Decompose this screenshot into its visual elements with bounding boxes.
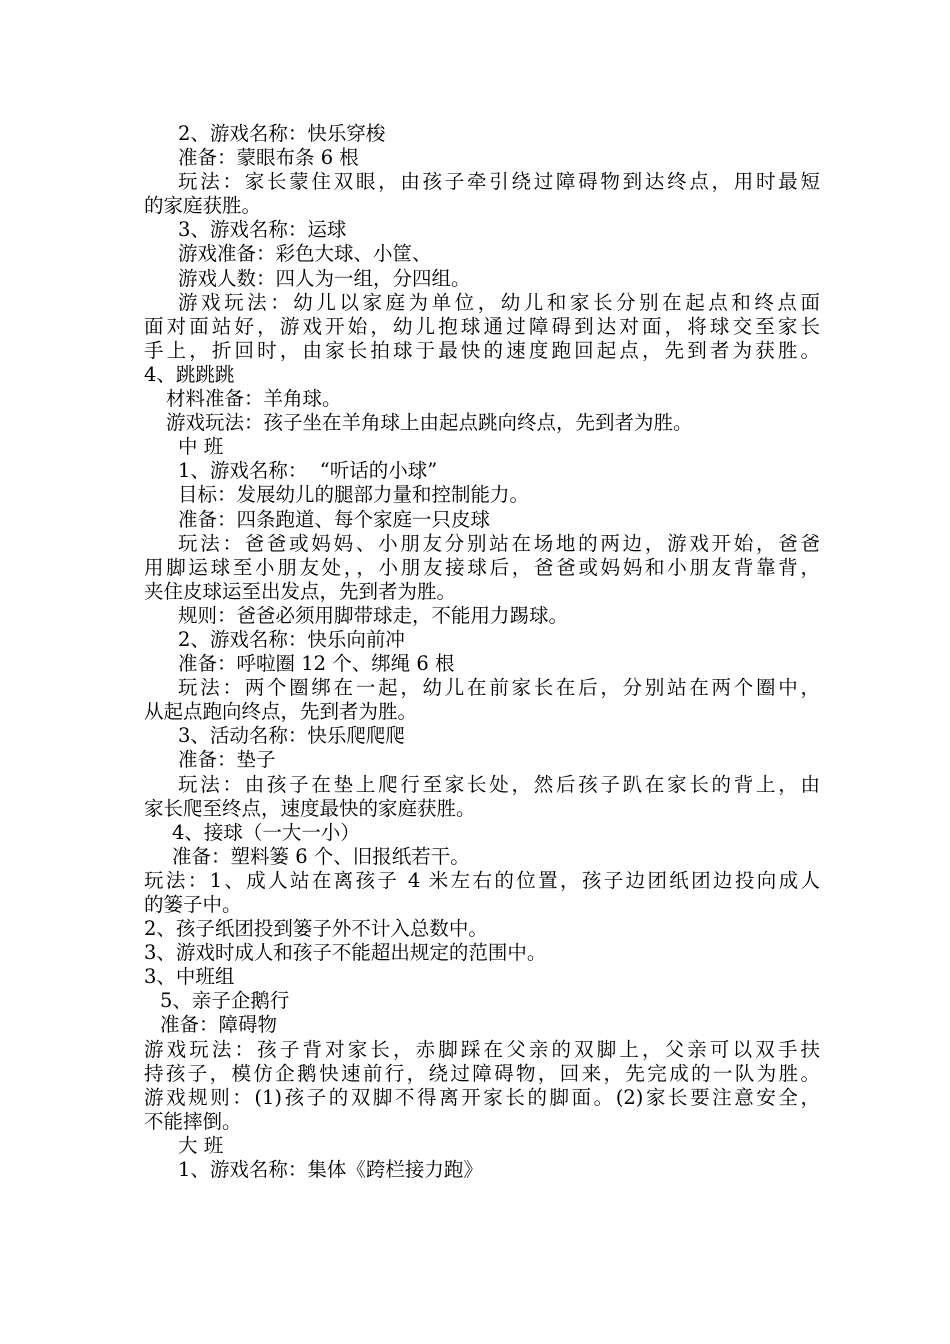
text-line: 持孩子，模仿企鹅快速前行，绕过障碍物，回来，先完成的一队为胜。 xyxy=(144,1061,820,1085)
text-line: 5、亲子企鹅行 xyxy=(160,989,290,1013)
text-line: 2、游戏名称：快乐向前冲 xyxy=(178,627,405,651)
text-line: 游戏玩法：幼儿以家庭为单位，幼儿和家长分别在起点和终点面 xyxy=(178,290,820,314)
text-line: 目标：发展幼儿的腿部力量和控制能力。 xyxy=(178,483,530,507)
text-line: 大 班 xyxy=(178,1133,224,1157)
text-line: 玩法：1、成人站在离孩子 4 米左右的位置，孩子边团纸团边投向成人 xyxy=(144,868,820,892)
text-line: 的家庭获胜。 xyxy=(144,194,262,218)
text-line: 游戏玩法：孩子背对家长，赤脚踩在父亲的双脚上，父亲可以双手扶 xyxy=(144,1037,820,1061)
document-body xyxy=(144,122,820,1182)
text-line: 2、游戏名称：快乐穿梭 xyxy=(178,122,386,145)
text-line: 游戏规则：(1)孩子的双脚不得离开家长的脚面。(2)家长要注意安全， xyxy=(144,1085,820,1109)
text-line: 用脚运球至小朋友处，，小朋友接球后，爸爸或妈妈和小朋友背靠背， xyxy=(144,555,820,579)
text-line: 准备：障碍物 xyxy=(160,1013,278,1037)
text-line: 准备：塑料篓 6 个、旧报纸若干。 xyxy=(172,844,470,868)
text-line: 游戏人数：四人为一组，分四组。 xyxy=(178,266,471,290)
text-line: 玩法：两个圈绑在一起，幼儿在前家长在后，分别站在两个圈中， xyxy=(178,676,820,700)
text-line: 4、接球（一大一小） xyxy=(172,820,360,844)
text-line: 游戏准备：彩色大球、小筐、 xyxy=(178,242,432,266)
text-line: 3、活动名称：快乐爬爬爬 xyxy=(178,724,405,748)
text-line: 玩法：爸爸或妈妈、小朋友分别站在场地的两边，游戏开始，爸爸 xyxy=(178,531,820,555)
text-line: 手上，折回时，由家长拍球于最快的速度跑回起点，先到者为获胜。 xyxy=(144,338,820,362)
text-line: 1、游戏名称： “听话的小球” xyxy=(178,459,438,483)
text-line: 准备：蒙眼布条 6 根 xyxy=(178,146,359,170)
text-line: 不能摔倒。 xyxy=(144,1109,242,1133)
text-line: 3、游戏时成人和孩子不能超出规定的范围中。 xyxy=(144,941,547,965)
text-line: 家长爬至终点，速度最快的家庭获胜。 xyxy=(144,796,476,820)
text-line: 中 班 xyxy=(178,435,224,459)
text-line: 1、游戏名称：集体《跨栏接力跑》 xyxy=(178,1158,483,1182)
text-line: 2、孩子纸团投到篓子外不计入总数中。 xyxy=(144,917,488,941)
text-line: 规则：爸爸必须用脚带球走，不能用力踢球。 xyxy=(178,603,569,627)
text-line: 玩法：家长蒙住双眼，由孩子牵引绕过障碍物到达终点，用时最短 xyxy=(178,170,820,194)
text-line: 准备：四条跑道、每个家庭一只皮球 xyxy=(178,507,491,531)
text-line: 面对面站好，游戏开始，幼儿抱球通过障碍到达对面，将球交至家长 xyxy=(144,314,820,338)
text-line: 3、中班组 xyxy=(144,965,235,989)
text-line: 游戏玩法：孩子坐在羊角球上由起点跳向终点，先到者为胜。 xyxy=(166,411,693,435)
text-line: 玩法：由孩子在垫上爬行至家长处，然后孩子趴在家长的背上，由 xyxy=(178,772,820,796)
text-line: 的篓子中。 xyxy=(144,893,242,916)
text-line: 4、跳跳跳 xyxy=(144,362,235,386)
text-line: 夹住皮球运至出发点，先到者为胜。 xyxy=(144,579,457,603)
text-line: 准备：垫子 xyxy=(178,748,276,772)
text-line: 3、游戏名称：运球 xyxy=(178,218,347,242)
text-line: 材料准备：羊角球。 xyxy=(166,387,342,411)
text-line: 准备：呼啦圈 12 个、绑绳 6 根 xyxy=(178,652,455,676)
text-line: 从起点跑向终点，先到者为胜。 xyxy=(144,700,418,724)
